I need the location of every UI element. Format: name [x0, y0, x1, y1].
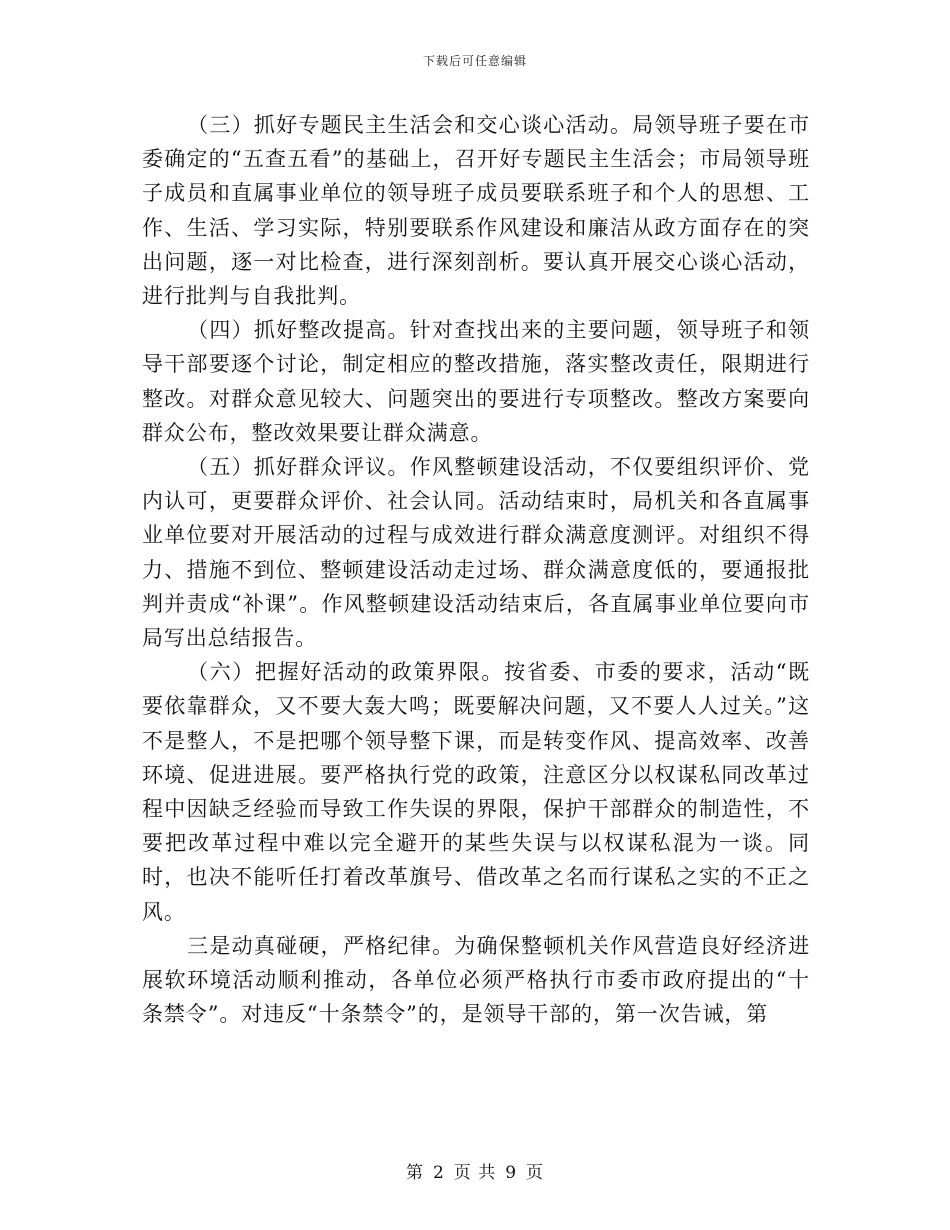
page-footer — [0, 1158, 950, 1183]
paragraph-5-public-evaluation: （五）抓好群众评议。作风整顿建设活动，不仅要组织评价、党内认可，更要群众评价、社会认同。活动结束时，局机关和各直属事业单位要对开展活动的过程与成效进行群众满意度测评。对组织不得力、措施不到位、整顿建设活动走过场、群众满意度低的，要通报批判并责成“补课”。作风整顿建设活动结束后，各直属事业单位要向市局写出总结报告。 — [142, 455, 810, 651]
footer-page-number: 2 — [432, 1163, 445, 1183]
page-header: 下载后可任意编辑 — [422, 54, 527, 68]
footer-suffix: 页 — [526, 1163, 545, 1183]
paragraph-4-rectification: （四）抓好整改提高。针对查找出来的主要问题，领导班子和领导干部要逐个讨论，制定相应的整改措施，落实整改责任，限期进行整改。对群众意见较大、问题突出的要进行专项整改。整改方案要向群众公布，整改效果要让群众满意。 — [142, 318, 810, 445]
footer-middle: 页 共 — [453, 1163, 497, 1183]
footer-total-pages: 9 — [505, 1163, 518, 1183]
document-body — [142, 108, 810, 1031]
paragraph-3-democratic-life: （三）抓好专题民主生活会和交心谈心活动。局领导班子要在市委确定的“五查五看”的基础上，召开好专题民主生活会；市局领导班子成员和直属事业单位的领导班子成员要联系班子和个人的思想、工作、生活、学习实际，特别要联系作风建设和廉洁从政方面存在的突出问题，逐一对比检查，进行深刻剖析。要认真开展交心谈心活动，进行批判与自我批判。 — [142, 113, 810, 309]
paragraph-discipline: 三是动真碰硬，严格纪律。为确保整顿机关作风营造良好经济进展软环境活动顺利推动，各单位必须严格执行市委市政府提出的“十条禁令”。对违反“十条禁令”的，是领导干部的，第一次告诫，第 — [142, 933, 810, 1027]
paragraph-6-policy-boundaries: （六）把握好活动的政策界限。按省委、市委的要求，活动“既要依靠群众，又不要大轰大鸣；既要解决问题，又不要人人过关。”这不是整人，不是把哪个领导整下课，而是转变作风、提高效率、改善环境、促进进展。要严格执行党的政策，注意区分以权谋私同改革过程中因缺乏经验而导致工作失误的界限，保护干部群众的制造性，不要把改革过程中难以完全避开的某些失误与以权谋私混为一谈。同时，也决不能听任打着改革旗号、借改革之名而行谋私之实的不正之风。 — [142, 660, 810, 924]
footer-prefix: 第 — [405, 1163, 424, 1183]
